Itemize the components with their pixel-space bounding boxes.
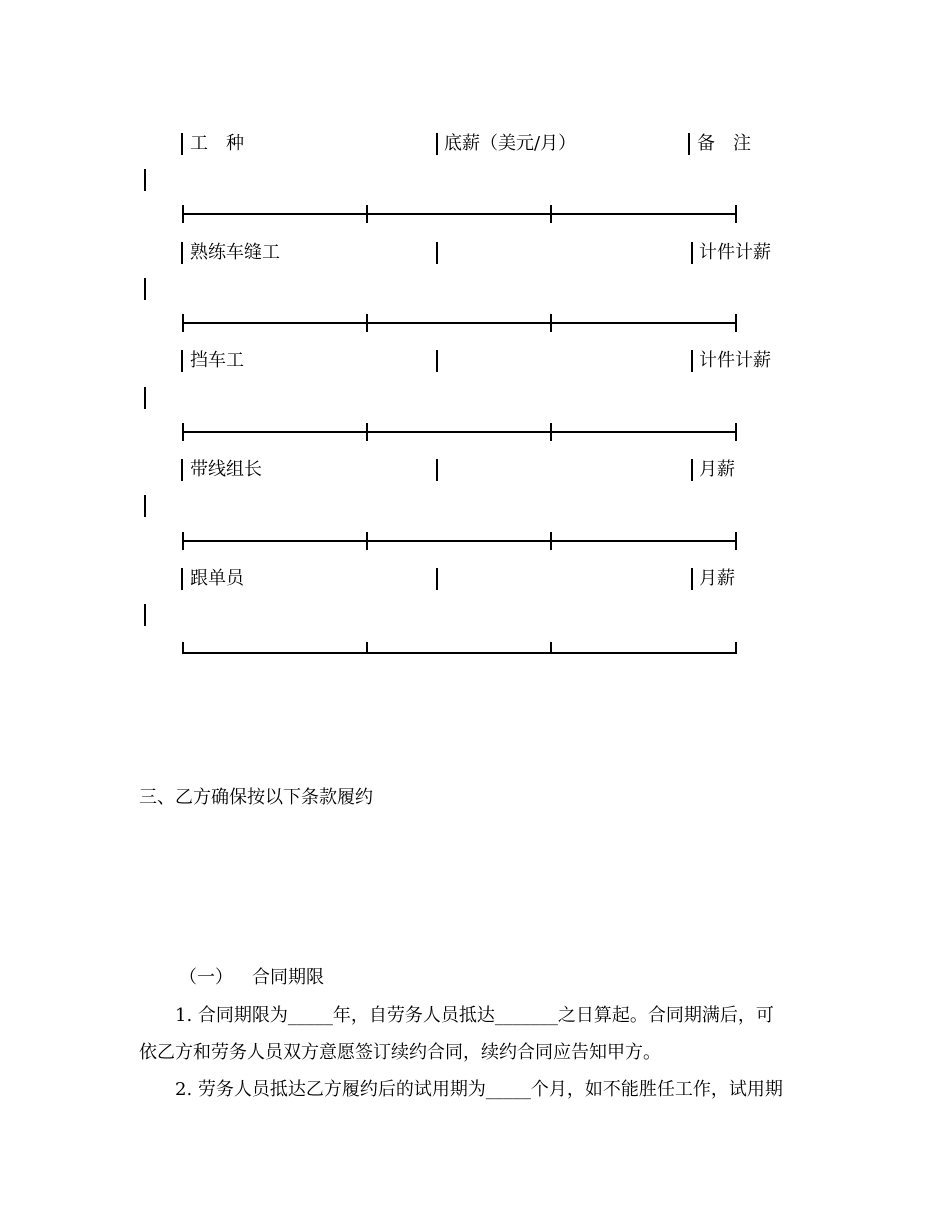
table-border [144, 387, 146, 409]
table-row-divider [182, 314, 737, 332]
table-header-type: 工 种 [190, 133, 244, 154]
subsection-title: 合同期限 [252, 967, 324, 988]
table-border [181, 242, 183, 264]
table-border [691, 350, 693, 372]
subsection-number: （一） [179, 967, 233, 988]
table-row-divider [182, 532, 737, 550]
table-border [181, 568, 183, 590]
table-border [436, 568, 438, 590]
table-border [144, 278, 146, 300]
cell-job-type: 熟练车缝工 [190, 242, 280, 263]
clause-1-line-2: 依乙方和劳务人员双方意愿签订续约合同，续约合同应告知甲方。 [139, 1042, 661, 1063]
table-border [691, 242, 693, 264]
cell-note: 月薪 [699, 568, 735, 589]
table-border [436, 133, 438, 155]
clause-1-line-1: 1. 合同期限为_____年，自劳务人员抵达_______之日算起。合同期满后，可 [175, 1005, 774, 1026]
table-header-note: 备 注 [697, 133, 751, 154]
table-border [144, 169, 146, 191]
cell-note: 月薪 [699, 459, 735, 480]
cell-job-type: 带线组长 [190, 459, 262, 480]
cell-job-type: 跟单员 [190, 568, 244, 589]
table-border [436, 242, 438, 264]
table-row-divider [182, 205, 737, 223]
table-border [691, 568, 693, 590]
section-heading: 三、乙方确保按以下条款履约 [139, 787, 373, 808]
table-border [144, 604, 146, 626]
table-bottom-border [182, 636, 737, 654]
table-border [181, 459, 183, 481]
cell-note: 计件计薪 [699, 350, 771, 371]
cell-note: 计件计薪 [699, 242, 771, 263]
table-border [436, 350, 438, 372]
table-row-divider [182, 423, 737, 441]
table-border [181, 133, 183, 155]
table-border [144, 495, 146, 517]
table-border [181, 350, 183, 372]
table-border [688, 133, 690, 155]
table-header-salary: 底薪（美元/月） [444, 133, 577, 154]
cell-job-type: 挡车工 [190, 350, 244, 371]
table-border [436, 459, 438, 481]
table-border [691, 459, 693, 481]
clause-2-line-1: 2. 劳务人员抵达乙方履约后的试用期为_____个月，如不能胜任工作，试用期 [175, 1079, 783, 1100]
